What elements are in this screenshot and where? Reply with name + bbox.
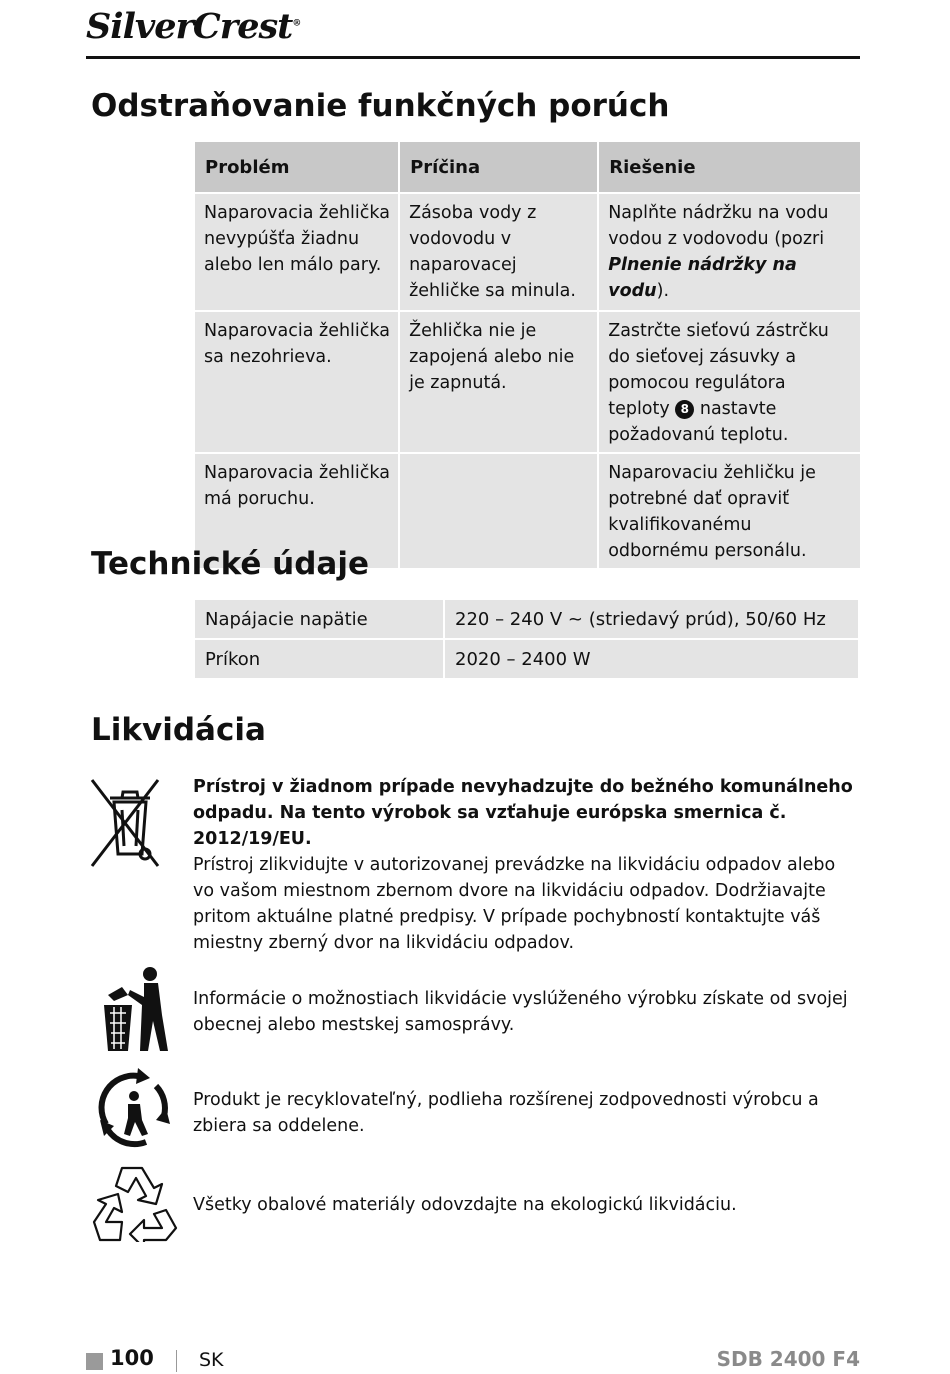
column-header-problem: Problém: [195, 142, 398, 192]
table-row: [195, 312, 860, 452]
solution-reference: Plnenie nádržky na vodu: [608, 255, 797, 301]
language-code: SK: [199, 1349, 224, 1371]
solution-cell: [599, 194, 860, 310]
troubleshooting-table: [193, 140, 862, 570]
technical-data-heading: Technické údaje: [91, 546, 370, 582]
page-number: 100: [110, 1346, 154, 1370]
disposal-heading: Likvidácia: [91, 712, 266, 748]
footer-separator: [176, 1350, 177, 1372]
model-number: SDB 2400 F4: [716, 1347, 860, 1371]
solution-text-end: nastavte požadovanú teplotu.: [608, 399, 789, 445]
troubleshooting-heading: Odstraňovanie funkčných porúch: [91, 88, 670, 124]
page-marker: [86, 1353, 103, 1370]
column-header-cause: Príčina: [400, 142, 597, 192]
spec-value: 220 – 240 V ~ (striedavý prúd), 50/60 Hz: [445, 600, 858, 638]
weee-paragraph: [193, 774, 858, 956]
table-row: [195, 640, 858, 678]
cause-cell: Zásoba vody z vodovodu v naparovacej žehličke sa minula.: [400, 194, 597, 310]
spec-value: 2020 – 2400 W: [445, 640, 858, 678]
column-header-solution: Riešenie: [599, 142, 860, 192]
temperature-dial-badge: 8: [675, 400, 694, 419]
spec-label: Príkon: [195, 640, 443, 678]
person-disposing-icon: [100, 965, 170, 1055]
solution-cell: [599, 312, 860, 452]
solution-text: Naplňte nádržku na vodu vodou z vodovodu (pozri: [608, 203, 829, 249]
solution-cell: Naparovaciu žehličku je potrebné dať opraviť kvalifikovanému odbornému personálu.: [599, 454, 860, 568]
problem-cell: Naparovacia žehlička sa nezohrieva.: [195, 312, 398, 452]
info-paragraph: Informácie o možnostiach likvidácie vyslúženého výrobku získate od svojej obecnej alebo mestskej samosprávy.: [193, 989, 848, 1035]
table-row: [195, 194, 860, 310]
table-header-row: [195, 142, 860, 192]
crossed-bin-icon: [90, 776, 162, 868]
weee-instructions: Prístroj zlikvidujte v autorizovanej prevádzke na likvidáciu odpadov alebo vo vašom miestnom zbernom dvore na likvidáciu odpadov. Dodržiavajte pritom aktuálne platné predpisy. V prípade pochybností kontaktujte váš miestny zberný dvor na likvidáciu odpadov.: [193, 855, 836, 953]
cause-cell: [400, 454, 597, 568]
solution-text-end: ).: [656, 281, 670, 301]
recycling-arrows-icon: [92, 1162, 178, 1242]
recycle-paragraph: Produkt je recyklovateľný, podlieha rozšírenej zodpovednosti výrobcu a zbiera sa oddelene.: [193, 1090, 819, 1136]
problem-cell: Naparovacia žehlička nevypúšťa žiadnu alebo len málo pary.: [195, 194, 398, 310]
packaging-paragraph: Všetky obalové materiály odovzdajte na ekologickú likvidáciu.: [193, 1195, 737, 1215]
header-rule: [86, 56, 860, 59]
problem-cell: Naparovacia žehlička má poruchu.: [195, 454, 398, 568]
technical-data-table: [193, 598, 860, 680]
table-row: [195, 600, 858, 638]
spec-label: Napájacie napätie: [195, 600, 443, 638]
registered-mark: ®: [292, 18, 301, 29]
brand-name: SilverCrest: [86, 6, 293, 47]
weee-warning: Prístroj v žiadnom prípade nevyhadzujte do bežného komunálneho odpadu. Na tento výrobok sa vzťahuje európska smernica č. 2012/19/EU.: [193, 777, 853, 849]
brand-logo: [86, 6, 300, 47]
recycling-person-icon: [94, 1068, 174, 1148]
solution-text: Zastrčte sieťovú zástrčku do sieťovej zásuvky a pomocou regulátora teploty: [608, 321, 829, 419]
cause-cell: Žehlička nie je zapojená alebo nie je zapnutá.: [400, 312, 597, 452]
